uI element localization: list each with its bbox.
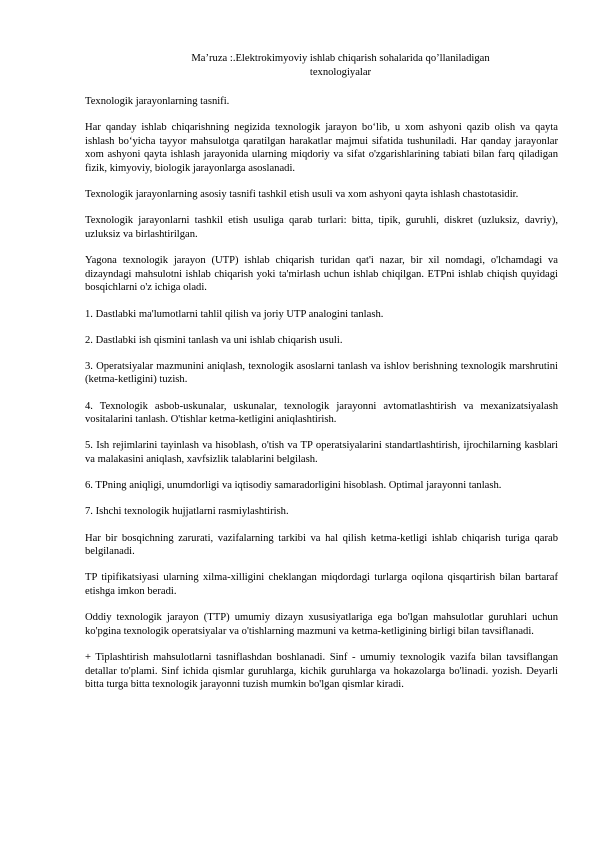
paragraph: + Tiplashtirish mahsulotlarni tasniflashdan boshlanadi. Sinf - umumiy texnologik vazifa bilan tavsiflangan detallar to'plami. Sinf ichida qismlar guruhlarga, kichik guruhlarga va hokazolarga bo'linadi. yozish. Deyarli bitta turga bitta texnologik jarayonni tuzish mumkin bo'lgan qismlar kiradi. [85, 651, 558, 691]
list-item: 2. Dastlabki ish qismini tanlash va uni ishlab chiqarish usuli. [85, 334, 343, 346]
lecture-title-line-1: Ma’ruza :.Elektrokimyoviy ishlab chiqarish sohalarida qo’llaniladigan [191, 53, 490, 64]
paragraph: TP tipifikatsiyasi ularning xilma-xilligini cheklangan miqdordagi turlarga oqilona qisqartirish bilan bartaraf etishga imkon beradi. [85, 572, 558, 597]
lecture-title-line-2: texnologiyalar [309, 66, 372, 78]
paragraph: Oddiy texnologik jarayon (TTP) umumiy dizayn xususiyatlariga ega bo'lgan mahsulotlar guruhlari uchun ko'pgina texnologik operatsiyalar va o'tishlarning mazmuni va ketma-ketligining birligi bilan tavsiflanadi. [85, 612, 558, 637]
list-item: 5. Ish rejimlarini tayinlash va hisoblash, o'tish va TP operatsiyalarini standartlashtirish, ijrochilarning kasblari va malakasini aniqlash, xavfsizlik talablarini belgilash. [85, 440, 558, 466]
list-item: 3. Operatsiyalar mazmunini aniqlash, texnologik asoslarni tanlash va ishlov berishning texnologik marshrutini (ketma-ketligini) tuzish. [85, 360, 558, 386]
paragraph: Texnologik jarayonlarni tashkil etish usuliga qarab turlari: bitta, tipik, guruhli, diskret (uzluksiz, davriy), uzluksiz va birlashtirilgan. [85, 215, 558, 240]
paragraph: Yagona texnologik jarayon (UTP) ishlab chiqarish turidan qat'i nazar, bir xil nomdagi, o'lchamdagi va dizayndagi mahsulotni ishlab chiqarish yoki ta'mirlash uchun ishlab chiqilgan. ETPni ishlab chiqish quyidagi bosqichlarni o'z ichiga oladi. [85, 255, 558, 294]
paragraph: Texnologik jarayonlarning asosiy tasnifi tashkil etish usuli va xom ashyoni qayta ishlash chastotasidir. [85, 189, 519, 201]
list-item: 4. Texnologik asbob-uskunalar, uskunalar, texnologik jarayonni avtomatlashtirish va mexanizatsiyalash vositalarini tanlash. O'tishlar ketma-ketligini aniqlashtirish. [85, 400, 558, 426]
list-item: 6. TPning aniqligi, unumdorligi va iqtisodiy samaradorligini hisoblash. Optimal jarayonni tanlash. [85, 480, 502, 492]
document-page [85, 52, 558, 704]
paragraph: Har bir bosqichning zarurati, vazifalarning tarkibi va hal qilish ketma-ketligi ishlab chiqarish turiga qarab belgilanadi. [85, 532, 558, 558]
paragraph: Har qanday ishlab chiqarishning negizida texnologik jarayon bo‘lib, u xom ashyoni qazib olish va qayta ishlash bo‘yicha tayyor mahsulotga qaratilgan harakatlar majmui sifatida tushuniladi. Har qanday jarayonlar xom ashyoni qayta ishlash jarayonida ularning miqdoriy va sifat o'zgarishlarining tabiati bilan farq qiladigan fizik, kimyoviy, biologik jarayonlarga asoslanadi. [85, 122, 558, 174]
list-item: 1. Dastlabki ma'lumotlarni tahlil qilish va joriy UTP analogini tanlash. [85, 308, 384, 320]
section-heading: Texnologik jarayonlarning tasnifi. [85, 96, 230, 107]
list-item: 7. Ishchi texnologik hujjatlarni rasmiylashtirish. [85, 506, 289, 518]
lecture-title [85, 52, 558, 79]
